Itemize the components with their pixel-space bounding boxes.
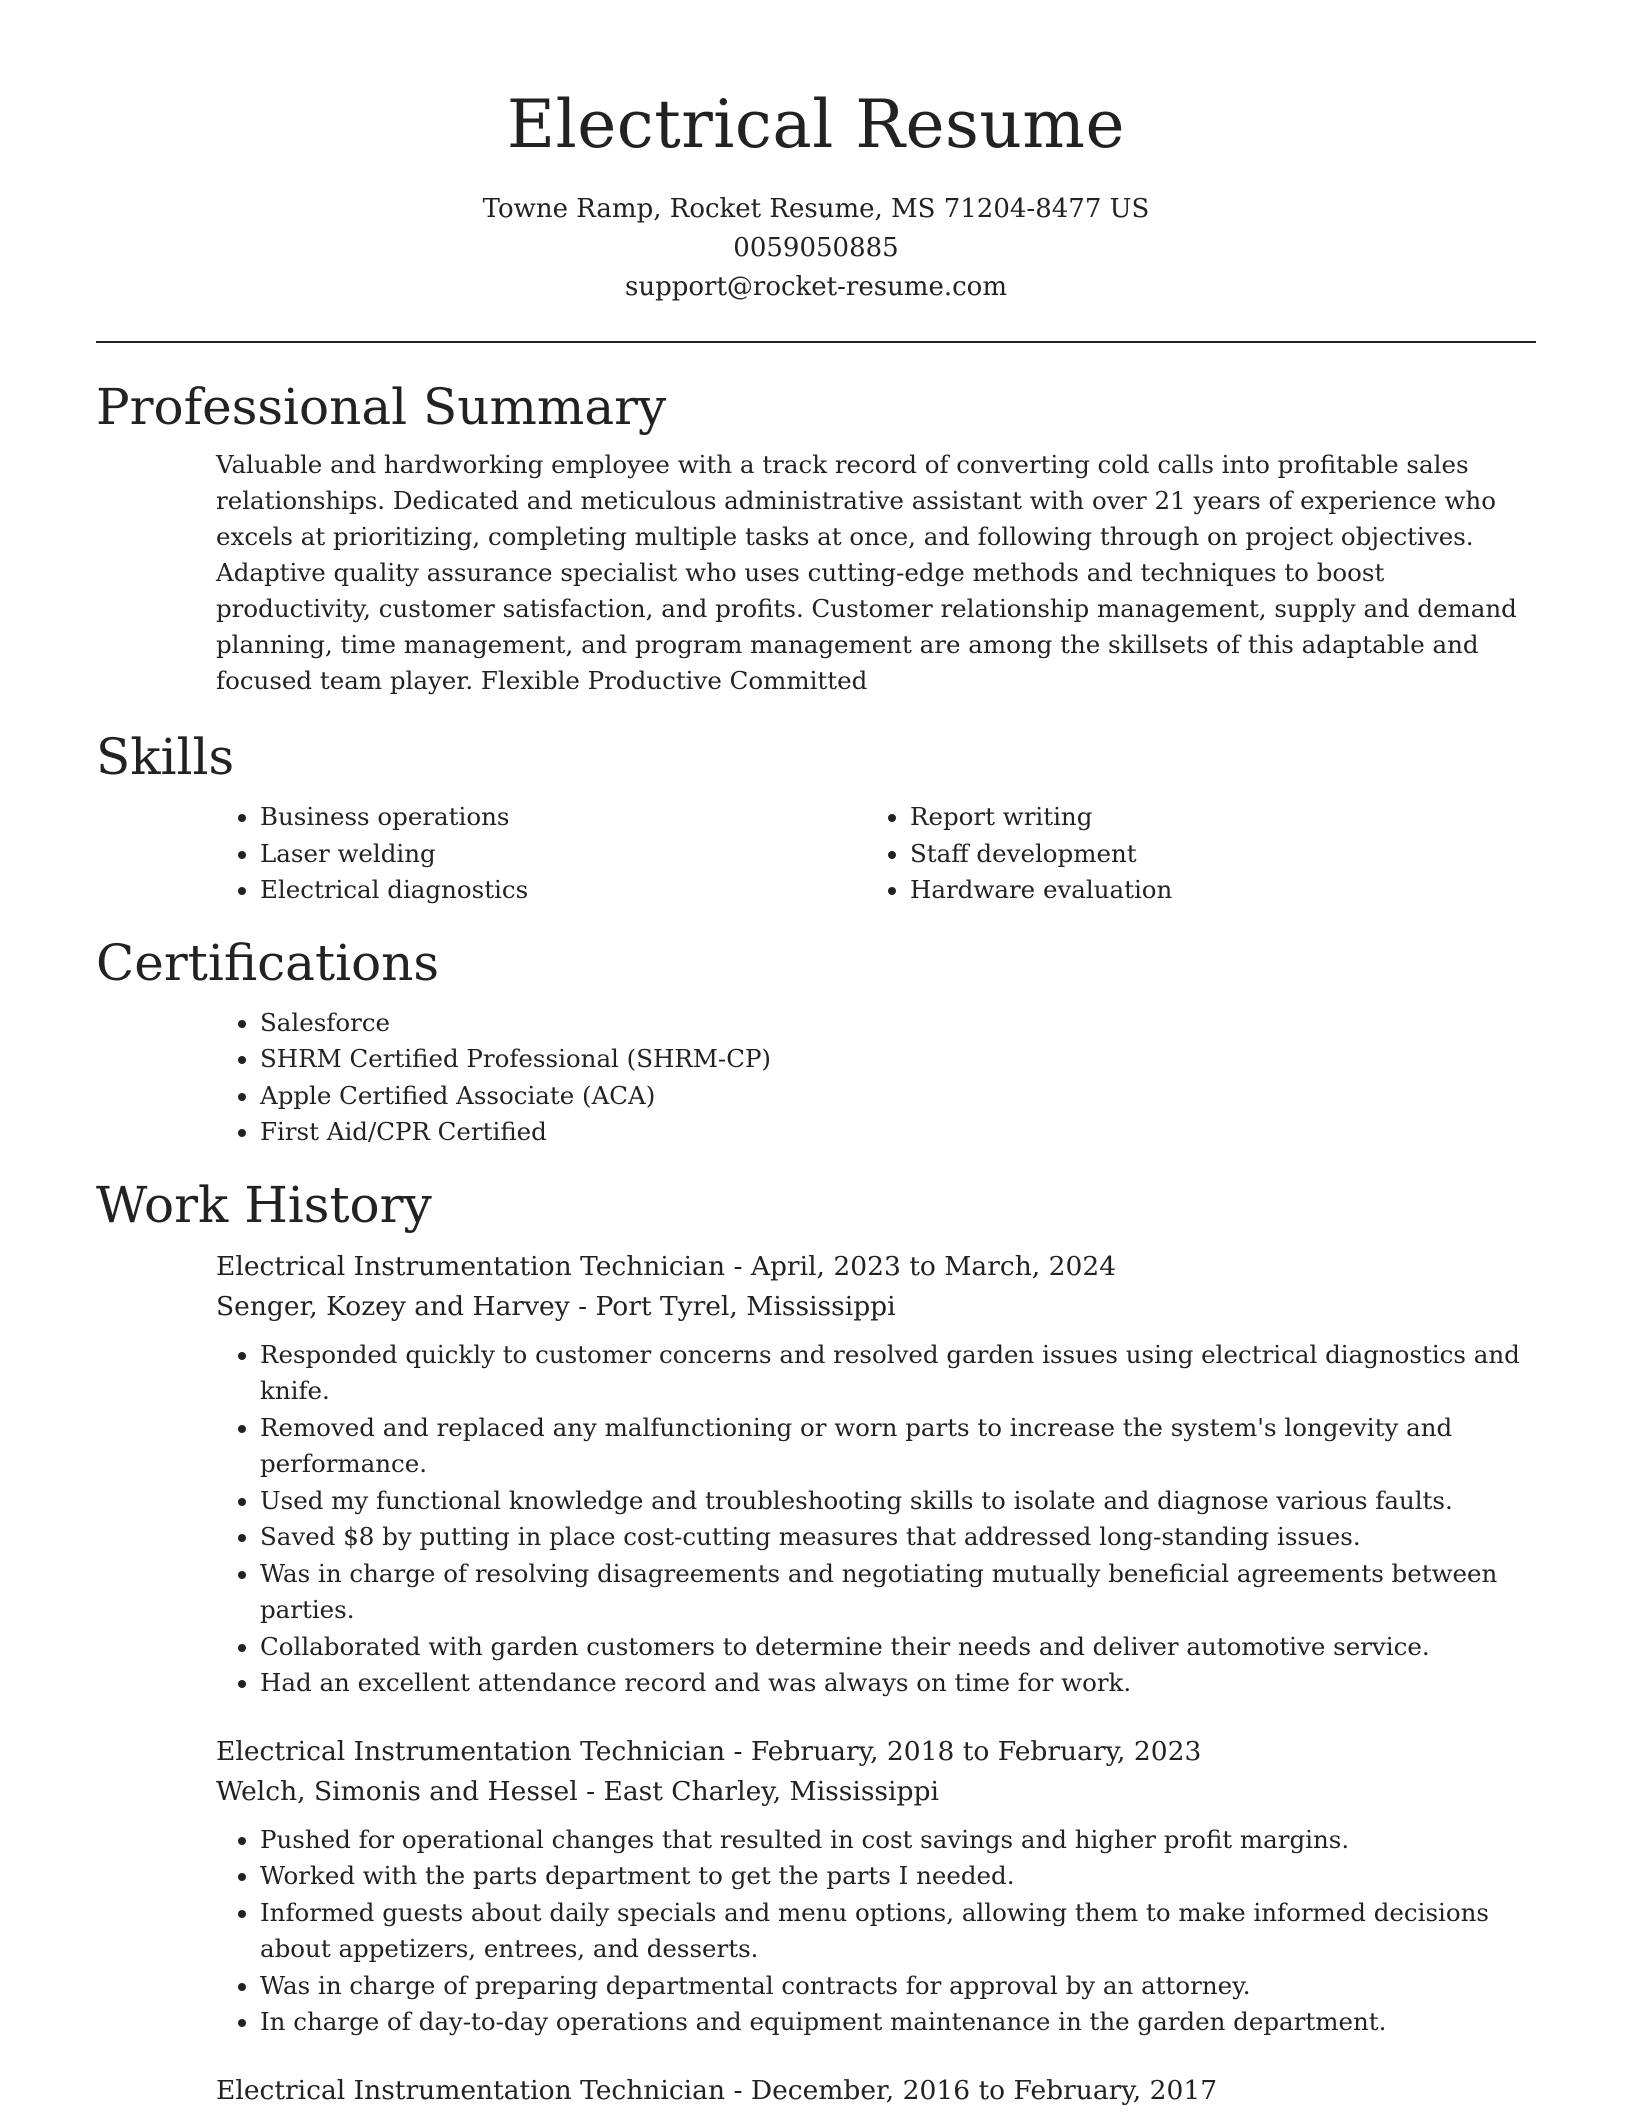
job-duty-item: • Worked with the parts department to get the parts I needed.	[260, 1858, 1536, 1895]
job-duties-list	[216, 1337, 1536, 1702]
job-duty-item: • Saved $8 by putting in place cost-cutting measures that addressed long-standing issues.	[260, 1519, 1536, 1556]
certification-item: • Salesforce	[260, 1005, 1536, 1042]
skills-column-right	[866, 799, 1516, 909]
header-divider	[96, 341, 1536, 343]
certifications-heading: Certifications	[96, 933, 440, 992]
job-company-line: Welch, Simonis and Hessel - East Charley, Mississippi	[216, 1775, 939, 1807]
job-entry	[216, 1247, 1536, 1702]
job-duty-item: • Informed guests about daily specials and menu options, allowing them to make informed decisions about appetizers, entrees, and desserts.	[260, 1895, 1536, 1968]
job-entry	[216, 1732, 1536, 2041]
job-company-line: Senger, Kozey and Harvey - Port Tyrel, Mississippi	[216, 1290, 896, 1322]
contact-block	[96, 190, 1536, 307]
job-duty-item: • In charge of day-to-day operations and equipment maintenance in the garden department.	[260, 2004, 1536, 2041]
contact-email: support@rocket-resume.com	[624, 272, 1007, 302]
job-entry	[216, 2071, 1536, 2111]
certifications-section	[96, 933, 1536, 1151]
skills-heading: Skills	[96, 728, 235, 786]
job-duty-item: • Pushed for operational changes that resulted in cost savings and higher profit margins.	[260, 1822, 1536, 1859]
skill-item: • Business operations	[260, 799, 866, 836]
job-duty-item: • Used my functional knowledge and troubleshooting skills to isolate and diagnose various faults.	[260, 1483, 1536, 1520]
contact-phone: 0059050885	[733, 233, 899, 263]
summary-text: Valuable and hardworking employee with a track record of converting cold calls into profitable sales relationships. Dedicated and meticulous administrative assistant with over 21 years of experience who excels at prioritizing, completing multiple tasks at once, and following through on project objectives. Adaptive quality assurance specialist who uses cutting-edge methods and techniques to boost productivity, customer satisfaction, and profits. Customer relationship management, supply and demand planning, time management, and program management are among the skillsets of this adaptable and focused team player. Flexible Productive Committed	[216, 450, 1517, 695]
certification-item: • First Aid/CPR Certified	[260, 1114, 1536, 1151]
job-duty-item: • Collaborated with garden customers to determine their needs and deliver automotive service.	[260, 1629, 1536, 1666]
job-duty-item: • Responded quickly to customer concerns and resolved garden issues using electrical diagnostics and knife.	[260, 1337, 1536, 1410]
work-history-section	[96, 1175, 1536, 2111]
job-title-line: Electrical Instrumentation Technician - December, 2016 to February, 2017	[216, 2074, 1218, 2106]
job-duty-item: • Had an excellent attendance record and was always on time for work.	[260, 1665, 1536, 1702]
job-title-line: Electrical Instrumentation Technician - April, 2023 to March, 2024	[216, 1250, 1117, 1282]
certification-item: • SHRM Certified Professional (SHRM-CP)	[260, 1041, 1536, 1078]
summary-heading: Professional Summary	[96, 378, 667, 436]
resume-header	[96, 0, 1536, 307]
work-history-heading: Work History	[96, 1175, 432, 1234]
skill-item: • Report writing	[910, 799, 1516, 836]
certifications-list	[216, 1005, 1536, 1151]
job-duty-item: • Was in charge of resolving disagreements and negotiating mutually beneficial agreements between parties.	[260, 1556, 1536, 1629]
skills-grid	[216, 799, 1536, 909]
job-duties-list	[216, 1822, 1536, 2041]
job-duty-item: • Was in charge of preparing departmental contracts for approval by an attorney.	[260, 1968, 1536, 2005]
job-duty-item: • Removed and replaced any malfunctioning or worn parts to increase the system's longevity and performance.	[260, 1410, 1536, 1483]
skill-item: • Hardware evaluation	[910, 872, 1516, 909]
job-title-line: Electrical Instrumentation Technician - February, 2018 to February, 2023	[216, 1735, 1202, 1767]
resume-page	[96, 0, 1536, 2111]
skill-item: • Laser welding	[260, 836, 866, 873]
skill-item: • Electrical diagnostics	[260, 872, 866, 909]
contact-address: Towne Ramp, Rocket Resume, MS 71204-8477 US	[482, 194, 1150, 224]
certification-item: • Apple Certified Associate (ACA)	[260, 1078, 1536, 1115]
summary-section	[96, 377, 1536, 699]
skills-section	[96, 727, 1536, 909]
resume-name: Electrical Resume	[506, 86, 1126, 163]
skill-item: • Staff development	[910, 836, 1516, 873]
skills-column-left	[216, 799, 866, 909]
